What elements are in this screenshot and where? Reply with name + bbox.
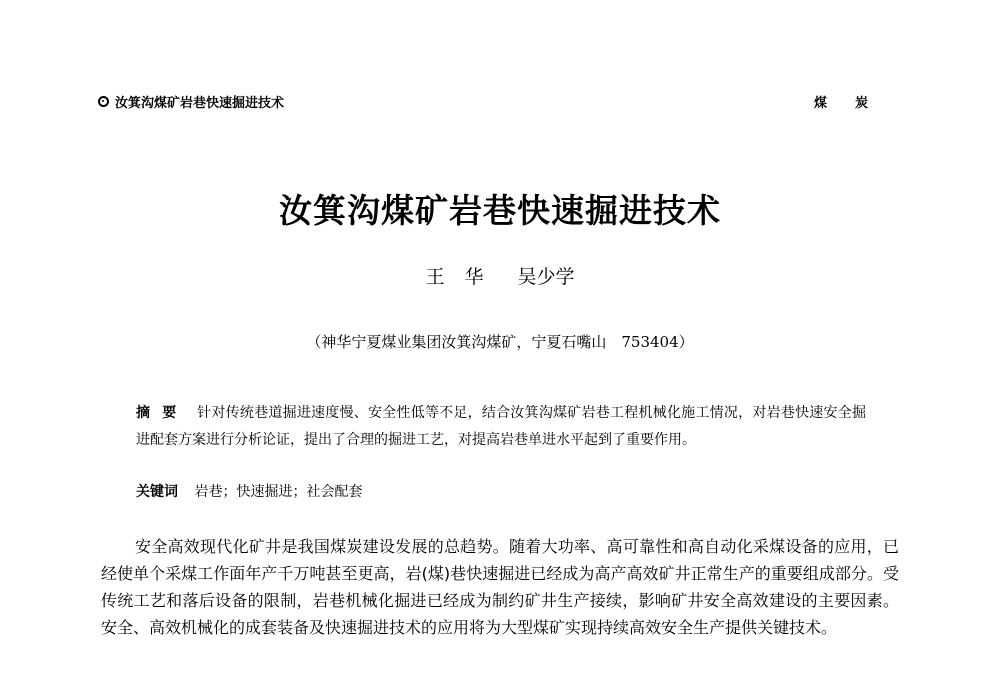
journal-name: 煤炭 bbox=[813, 96, 896, 111]
author-name: 王华 bbox=[425, 266, 504, 288]
body-paragraph: 安全高效现代化矿井是我国煤炭建设发展的总趋势。随着大功率、高可靠性和高自动化采煤设备的应用，已经使单个采煤工作面年产千万吨甚至更高，岩(煤)巷快速掘进已经成为高产高效矿井正常生产的重要组成部分。受传统工艺和落后设备的限制，岩巷机械化掘进已经成为制约矿井生产接续，影响矿井安全高效建设的主要因素。安全、高效机械化的成套装备及快速掘进技术的应用将为大型煤矿实现持续高效安全生产提供关键技术。 bbox=[101, 537, 899, 637]
keywords bbox=[136, 479, 866, 506]
abstract-label: 摘要 bbox=[136, 405, 189, 421]
running-title: 汝箕沟煤矿岩巷快速掘进技术 bbox=[115, 96, 285, 111]
keywords-label: 关键词 bbox=[136, 484, 178, 500]
article-title: 汝箕沟煤矿岩巷快速掘进技术 bbox=[279, 191, 721, 230]
abstract-text: 针对传统巷道掘进速度慢、安全性低等不足，结合汝箕沟煤矿岩巷工程机械化施工情况，对岩巷快速安全掘进配套方案进行分析论证，提出了合理的掘进工艺，对提高岩巷单进水平起到了重要作用。 bbox=[136, 405, 867, 448]
running-header bbox=[98, 92, 284, 111]
keywords-text: 岩巷；快速掘进；社会配套 bbox=[194, 484, 363, 500]
authors bbox=[0, 262, 1000, 289]
author-name: 吴少学 bbox=[517, 266, 575, 288]
abstract bbox=[136, 400, 866, 454]
bullet-icon bbox=[98, 96, 109, 107]
affiliation: （神华宁夏煤业集团汝箕沟煤矿，宁夏石嘴山 753404） bbox=[306, 333, 694, 351]
